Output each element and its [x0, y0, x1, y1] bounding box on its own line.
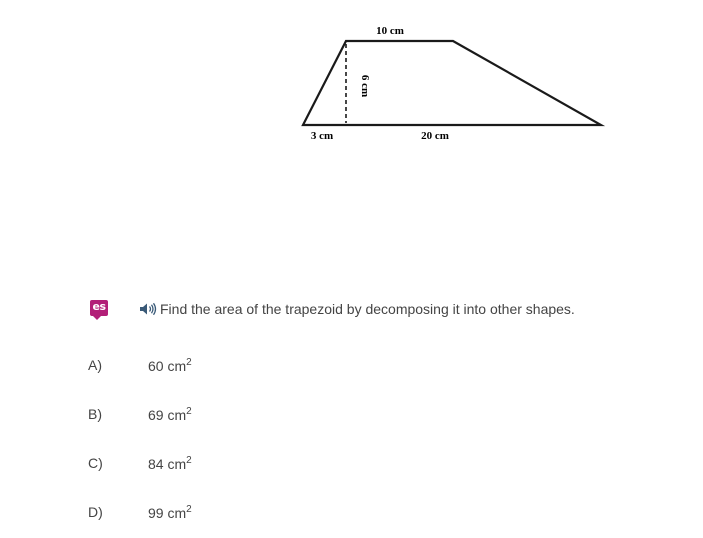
- speaker-icon[interactable]: [138, 301, 160, 317]
- label-top-base: 10 cm: [376, 25, 404, 37]
- choice-letter: B): [88, 406, 102, 422]
- choice-value: 99 $cm^2$: [148, 504, 192, 521]
- answer-choice-d[interactable]: [88, 500, 388, 522]
- choice-letter: A): [88, 357, 102, 373]
- choice-value: 69 $cm^2$: [148, 406, 192, 423]
- trapezoid-figure: [0, 0, 703, 160]
- choice-value: 60 $cm^2$: [148, 357, 192, 374]
- choice-value: 84 $cm^2$: [148, 455, 192, 472]
- trapezoid-outline: [303, 41, 601, 125]
- choice-letter: D): [88, 504, 103, 520]
- choice-letter: C): [88, 455, 103, 471]
- question-row: [138, 300, 575, 318]
- answer-choice-c[interactable]: [88, 451, 388, 473]
- label-bottom-right-segment: 20 cm: [421, 130, 449, 142]
- label-height: 6 cm: [359, 74, 371, 98]
- answer-choice-a[interactable]: [88, 353, 388, 375]
- label-bottom-left-segment: 3 cm: [310, 130, 334, 142]
- spanish-translation-button[interactable]: es: [90, 300, 108, 316]
- question-text: Find the area of the trapezoid by decomposing it into other shapes.: [160, 301, 575, 317]
- answer-choice-b[interactable]: [88, 402, 388, 424]
